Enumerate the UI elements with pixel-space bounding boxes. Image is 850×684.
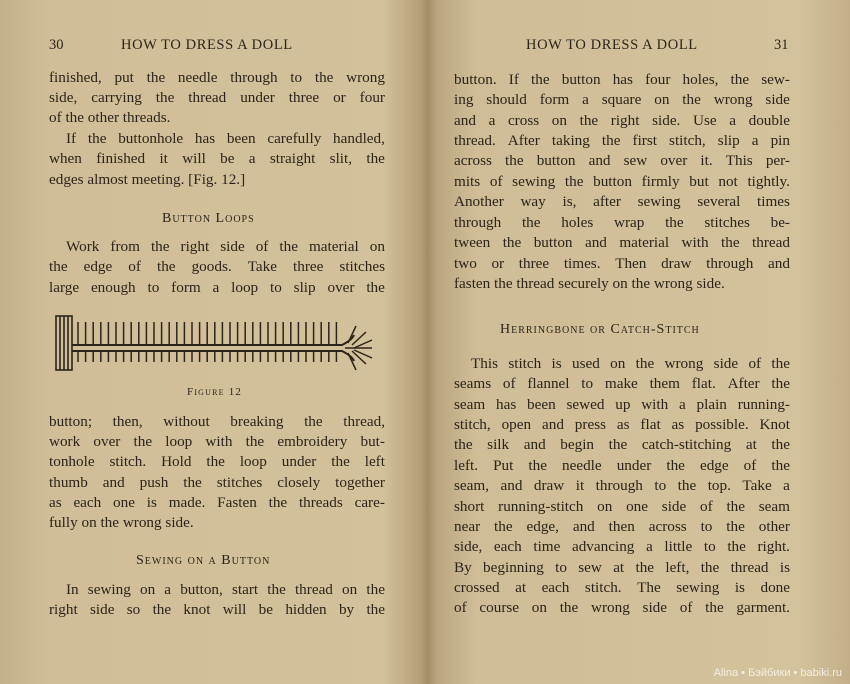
text-line: This stitch is used on the wrong side of the bbox=[471, 355, 790, 372]
text-line: near the edge, and then across to the other bbox=[454, 518, 790, 535]
text-line: of course on the wrong side of the garment. bbox=[454, 599, 790, 616]
text-line: If the buttonhole has been carefully handled, bbox=[66, 130, 385, 147]
left-page bbox=[0, 0, 422, 684]
section-heading: Button Loops bbox=[162, 211, 255, 226]
running-head: HOW TO DRESS A DOLL bbox=[121, 37, 293, 53]
text-line: short running-stitch on one side of the seam bbox=[454, 498, 790, 515]
text-line: Work from the right side of the material on bbox=[66, 238, 385, 255]
text-line: edges almost meeting. [Fig. 12.] bbox=[49, 171, 246, 188]
text-line: button; then, without breaking the thread, bbox=[49, 413, 385, 430]
text-line: ing should form a square on the wrong side bbox=[454, 91, 790, 108]
text-line: seam has been sewed up with a plain running- bbox=[454, 396, 790, 413]
text-line: By beginning to sew at the left, the thread is bbox=[454, 559, 790, 576]
text-line: seams of flannel to make them flat. After the bbox=[454, 375, 790, 392]
page-number: 30 bbox=[49, 37, 64, 53]
text-line: the silk and begin the catch-stitching at the bbox=[454, 436, 790, 453]
text-line: stitch, open and press as flat as possible. Knot bbox=[454, 416, 790, 433]
watermark: Alina • Бэйбики • babiki.ru bbox=[713, 667, 842, 679]
text-line: tonhole stitch. Hold the loop under the left bbox=[49, 453, 385, 470]
text-line: tween the button and material with the thread bbox=[454, 234, 790, 251]
text-line: fasten the thread securely on the wrong side. bbox=[454, 275, 725, 292]
text-line: finished, put the needle through to the wrong bbox=[49, 69, 385, 86]
stitch-tick bbox=[348, 326, 356, 343]
text-line: side, each time advancing a little to the right. bbox=[454, 538, 790, 555]
text-line: through the holes wrap the stitches be- bbox=[454, 214, 790, 231]
text-line: mits of sewing the button firmly but not tightly. bbox=[454, 173, 790, 190]
text-line: Another way is, after sewing several times bbox=[454, 193, 790, 210]
text-line: In sewing on a button, start the thread on the bbox=[66, 581, 385, 598]
text-line: as each one is made. Fasten the threads care- bbox=[49, 494, 385, 511]
text-line: of the other threads. bbox=[49, 109, 171, 126]
text-line: left. Put the needle under the edge of the bbox=[454, 457, 790, 474]
text-line: work over the loop with the embroidery but- bbox=[49, 433, 385, 450]
text-line: thumb and push the stitches closely together bbox=[49, 474, 385, 491]
stitch-tick bbox=[348, 353, 356, 370]
text-line: the edge of the goods. Take three stitches bbox=[49, 258, 385, 275]
text-line: two or three times. Then draw through and bbox=[454, 255, 790, 272]
section-heading: Herringbone or Catch-Stitch bbox=[500, 322, 700, 337]
text-line: right side so the knot will be hidden by the bbox=[49, 601, 385, 618]
stitch-tick bbox=[354, 350, 372, 358]
section-heading: Sewing on a Button bbox=[136, 553, 271, 568]
text-line: seam, and draw it through to the top. Take a bbox=[454, 477, 790, 494]
page-number: 31 bbox=[774, 37, 789, 53]
right-page bbox=[430, 0, 850, 684]
text-line: crossed at each stitch. The sewing is done bbox=[454, 579, 790, 596]
text-line: across the button and sew over it. This per- bbox=[454, 152, 790, 169]
text-line: and a cross on the right side. Use a double bbox=[454, 112, 790, 129]
text-line: thread. After taking the first stitch, slip a pin bbox=[454, 132, 790, 149]
button-loop-figure bbox=[50, 312, 380, 376]
figure-caption: Figure 12 bbox=[187, 386, 243, 398]
text-line: fully on the wrong side. bbox=[49, 514, 194, 531]
running-head: HOW TO DRESS A DOLL bbox=[526, 37, 698, 53]
text-line: button. If the button has four holes, the sew- bbox=[454, 71, 790, 88]
text-line: large enough to form a loop to slip over the bbox=[49, 279, 385, 296]
text-line: side, carrying the thread under three or four bbox=[49, 89, 385, 106]
text-line: when finished it will be a straight slit, the bbox=[49, 150, 385, 167]
